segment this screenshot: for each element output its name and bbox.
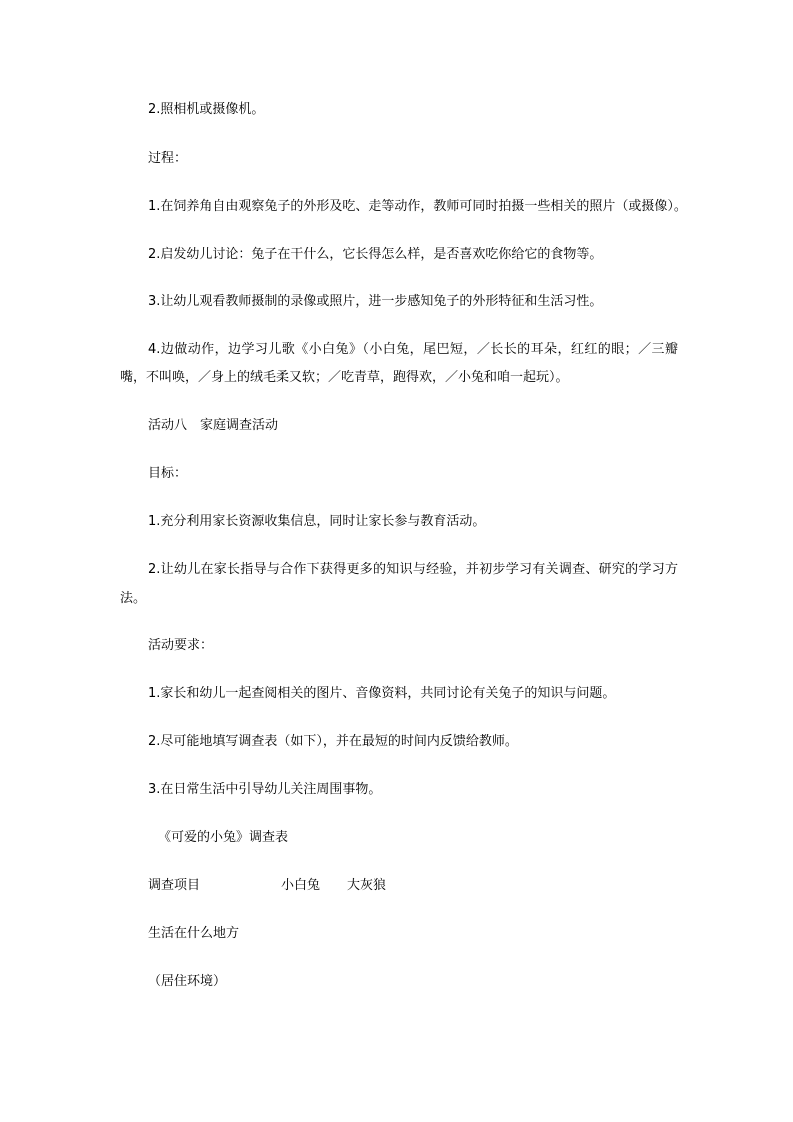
requirements-heading: 活动要求： bbox=[148, 638, 214, 653]
survey-row-1-sublabel: （居住环境） bbox=[148, 974, 227, 989]
process-step-1: 1.在饲养角自由观察兔子的外形及吃、走等动作，教师可同时拍摄一些相关的照片（或摄像）。 bbox=[148, 199, 687, 214]
survey-header-item: 调查项目 bbox=[148, 878, 201, 893]
process-step-2: 2.启发幼儿讨论：兔子在干什么，它长得怎么样，是否喜欢吃你给它的食物等。 bbox=[148, 247, 603, 262]
process-step-4-line2: 嘴，不叫唤，／身上的绒毛柔又软；／吃青草，跑得欢，／小兔和咱一起玩）。 bbox=[120, 370, 569, 385]
activity-title: 活动八 家庭调查活动 bbox=[148, 418, 279, 433]
goal-2-line2: 法。 bbox=[120, 591, 147, 606]
process-heading: 过程： bbox=[148, 151, 188, 166]
requirement-2: 2.尽可能地填写调查表（如下），并在最短的时间内反馈给教师。 bbox=[148, 734, 518, 749]
goal-1: 1.充分利用家长资源收集信息，同时让家长参与教育活动。 bbox=[148, 514, 486, 529]
survey-title: 《可爱的小兔》调查表 bbox=[158, 830, 289, 845]
survey-row-1-label: 生活在什么地方 bbox=[148, 926, 240, 941]
goals-heading: 目标： bbox=[148, 466, 188, 481]
materials-item-2: 2.照相机或摄像机。 bbox=[148, 102, 265, 117]
process-step-4-line1: 4.边做动作，边学习儿歌《小白兔》（小白兔，尾巴短，／长长的耳朵，红红的眼；／三瓣 bbox=[148, 342, 678, 357]
requirement-3: 3.在日常生活中引导幼儿关注周围事物。 bbox=[148, 782, 382, 797]
survey-header-col2: 大灰狼 bbox=[347, 878, 387, 893]
process-step-3: 3.让幼儿观看教师摄制的录像或照片，进一步感知兔子的外形特征和生活习性。 bbox=[148, 294, 603, 309]
survey-header-col1: 小白兔 bbox=[281, 878, 321, 893]
goal-2-line1: 2.让幼儿在家长指导与合作下获得更多的知识与经验，并初步学习有关调查、研究的学习方 bbox=[148, 562, 678, 577]
requirement-1: 1.家长和幼儿一起查阅相关的图片、音像资料，共同讨论有关兔子的知识与问题。 bbox=[148, 686, 616, 701]
